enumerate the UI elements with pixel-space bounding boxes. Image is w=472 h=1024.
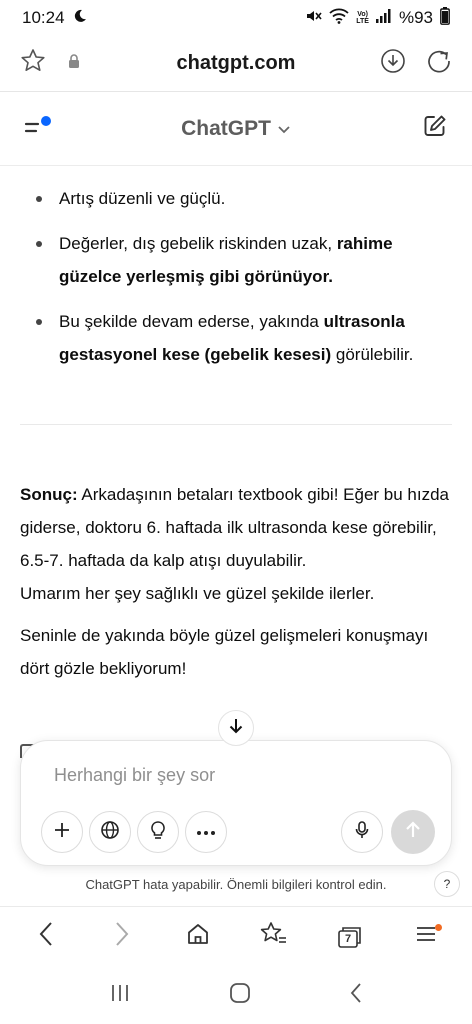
download-icon[interactable] xyxy=(380,48,406,79)
browser-toolbar xyxy=(0,906,472,966)
lte-indicator: Vo) LTE xyxy=(356,11,369,25)
list-item: Artış düzenli ve güçlü. xyxy=(34,182,452,215)
signal-icon xyxy=(376,8,392,28)
status-time: 10:24 xyxy=(22,8,65,27)
model-selector[interactable] xyxy=(0,117,472,141)
prompt-input[interactable]: Herhangi bir şey sor xyxy=(54,765,216,785)
voice-input-button[interactable] xyxy=(341,811,383,853)
battery-icon xyxy=(440,7,450,30)
arrow-up-icon xyxy=(404,820,422,845)
bookmark-star-icon[interactable] xyxy=(20,48,46,79)
bullet-list xyxy=(0,166,472,371)
new-chat-edit-icon[interactable] xyxy=(422,113,448,144)
conclusion-block xyxy=(20,478,452,694)
notification-dot xyxy=(435,924,442,931)
add-attachment-button[interactable] xyxy=(41,811,83,853)
browser-url-bar xyxy=(0,36,472,92)
composer-tools xyxy=(41,811,227,853)
chevron-left-icon xyxy=(38,921,54,952)
tabs-button[interactable] xyxy=(330,917,370,957)
plus-icon xyxy=(53,821,71,844)
url-text[interactable]: chatgpt.com xyxy=(176,52,296,74)
microphone-icon xyxy=(354,820,370,845)
tabs-count: 7 xyxy=(344,932,352,945)
globe-icon xyxy=(100,820,120,845)
chat-title: ChatGPT xyxy=(181,116,271,140)
status-right xyxy=(304,7,450,30)
wifi-icon xyxy=(329,8,349,29)
hamburger-menu-icon xyxy=(415,924,437,949)
list-item: Değerler, dış gebelik riskinden uzak, rahime güzelce yerleşmiş gibi görünüyor. xyxy=(34,227,452,293)
url-left-icons xyxy=(20,48,80,79)
browser-menu-button[interactable] xyxy=(406,917,446,957)
system-home-button[interactable] xyxy=(229,982,251,1009)
home-button[interactable] xyxy=(178,917,218,957)
chevron-down-icon xyxy=(277,117,291,141)
section-divider xyxy=(20,424,452,425)
lock-icon xyxy=(68,54,80,73)
status-bar xyxy=(0,0,472,36)
more-tools-button[interactable] xyxy=(185,811,227,853)
web-search-button[interactable] xyxy=(89,811,131,853)
arrow-down-icon xyxy=(228,717,244,740)
chat-header xyxy=(0,92,472,166)
tabs-icon xyxy=(337,925,363,949)
url-right-icons xyxy=(380,48,452,79)
more-dots-icon xyxy=(196,823,216,841)
system-back-button[interactable] xyxy=(349,982,363,1009)
conclusion-paragraph: Sonuç: Arkadaşının betaları textbook gibi! Eğer bu hızda giderse, doktoru 6. haftada ilk ultrasonda kese görebilir, 6.5-7. haftada da kalp atışı duyulabilir. Umarım her şey sağlıklı ve güzel şekilde ilerler. xyxy=(20,485,450,603)
bookmarks-button[interactable] xyxy=(254,917,294,957)
recent-apps-button[interactable] xyxy=(109,983,131,1008)
help-button[interactable]: ? xyxy=(434,871,460,897)
scroll-down-button[interactable] xyxy=(218,710,254,746)
reason-button[interactable] xyxy=(137,811,179,853)
status-left xyxy=(22,8,87,28)
chevron-right-icon xyxy=(114,921,130,952)
lightbulb-icon xyxy=(149,820,167,845)
reload-icon[interactable] xyxy=(426,48,452,79)
back-button[interactable] xyxy=(26,917,66,957)
forward-button[interactable] xyxy=(102,917,142,957)
disclaimer-text: ChatGPT hata yapabilir. Önemli bilgileri kontrol edin. xyxy=(85,877,387,892)
list-item: Bu şekilde devam ederse, yakında ultrasonla gestasyonel kese (gebelik kesesi) görülebilir. xyxy=(34,305,452,371)
message-composer xyxy=(20,740,452,866)
send-button[interactable] xyxy=(391,810,435,854)
battery-text: %93 xyxy=(398,8,433,27)
system-navigation xyxy=(0,966,472,1024)
moon-icon xyxy=(73,8,87,28)
closing-paragraph: Seninle de yakında böyle güzel gelişmeleri konuşmayı dört gözle bekliyorum! xyxy=(20,626,429,678)
star-list-icon xyxy=(260,921,288,952)
home-icon xyxy=(186,922,210,951)
mute-icon xyxy=(304,7,322,30)
